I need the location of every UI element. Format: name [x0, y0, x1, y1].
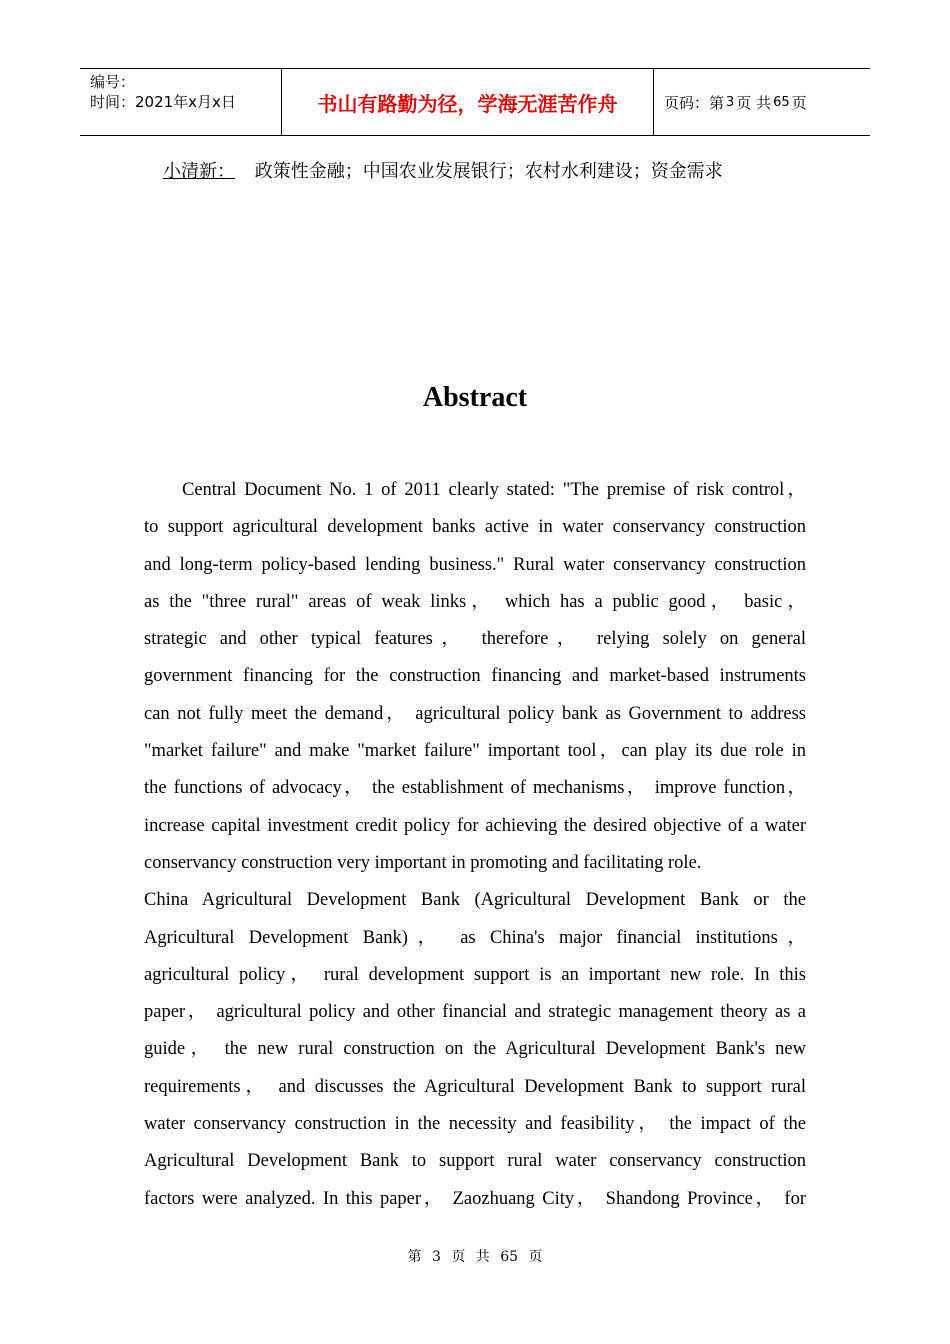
text-line: China Agricultural Development Bank (Agricultural Development Bank or the	[144, 890, 806, 911]
page-suffix: 页	[791, 93, 807, 112]
text-line: requirements， and discusses the Agricultural Development Bank to support rural	[144, 1076, 806, 1097]
text-line: Central Document No. 1 of 2011 clearly stated: "The premise of risk control，	[182, 480, 806, 500]
text-line: water conservancy construction in the necessity and feasibility， the impact of the	[144, 1114, 806, 1135]
text-line: government financing for the construction financing and market-based instruments	[144, 666, 806, 687]
page-footer	[0, 1246, 950, 1266]
text-line: Agricultural Development Bank to support rural water conservancy construction	[144, 1151, 806, 1172]
text-line: the functions of advocacy， the establishment of mechanisms， improve function，	[144, 778, 806, 799]
footer-total: 65	[500, 1249, 519, 1265]
text-line: and long-term policy-based lending business." Rural water conservancy construction	[144, 554, 806, 575]
page-prefix: 页码：第	[664, 93, 725, 112]
text-line: factors were analyzed. In this paper， Zaozhuang City， Shandong Province， for	[144, 1188, 806, 1209]
text-line: paper， agricultural policy and other financial and strategic management theory as a	[144, 1002, 806, 1023]
page-current: 3	[726, 94, 735, 110]
page-total: 65	[773, 94, 790, 110]
keywords-label: 小清新：	[163, 161, 235, 182]
keywords-text: 政策性金融；中国农业发展银行；农村水利建设；资金需求	[254, 161, 723, 182]
header-meta	[80, 69, 281, 135]
text-line: Agricultural Development Bank)， as China's major financial institutions，	[144, 927, 806, 948]
page-mid: 页 共	[736, 93, 772, 112]
text-line: guide， the new rural construction on the Agricultural Development Bank's new	[144, 1039, 806, 1060]
text-line: strategic and other typical features， therefore， relying solely on general	[144, 629, 806, 650]
footer-suffix: 页	[528, 1249, 543, 1265]
text-line: can not fully meet the demand， agricultural policy bank as Government to address	[144, 703, 806, 724]
text-line: as the "three rural" areas of weak links， which has a public good， basic，	[144, 591, 806, 612]
footer-current: 3	[431, 1249, 441, 1265]
abstract-body	[144, 472, 806, 1218]
text-line: increase capital investment credit policy for achieving the desired objective of a water	[144, 815, 806, 836]
header-motto: 书山有路勤为径，学海无涯苦作舟	[281, 69, 654, 135]
keywords-line	[163, 158, 723, 186]
document-header	[80, 68, 870, 136]
footer-mid1: 页	[451, 1249, 466, 1265]
document-number-label: 编号：	[90, 73, 136, 91]
footer-prefix: 第	[407, 1249, 422, 1265]
text-line: agricultural policy， rural development support is an important new role. In this	[144, 964, 806, 985]
text-line: conservancy construction very important in promoting and facilitating role.	[144, 852, 702, 873]
footer-mid2: 共	[475, 1249, 490, 1265]
text-line: to support agricultural development banks active in water conservancy construction	[144, 517, 806, 538]
header-page-info	[654, 69, 870, 135]
text-line: "market failure" and make "market failure" important tool，can play its due role in	[144, 741, 806, 762]
document-time: 时间：2021年x月x日	[90, 93, 236, 111]
abstract-title: Abstract	[422, 382, 528, 413]
